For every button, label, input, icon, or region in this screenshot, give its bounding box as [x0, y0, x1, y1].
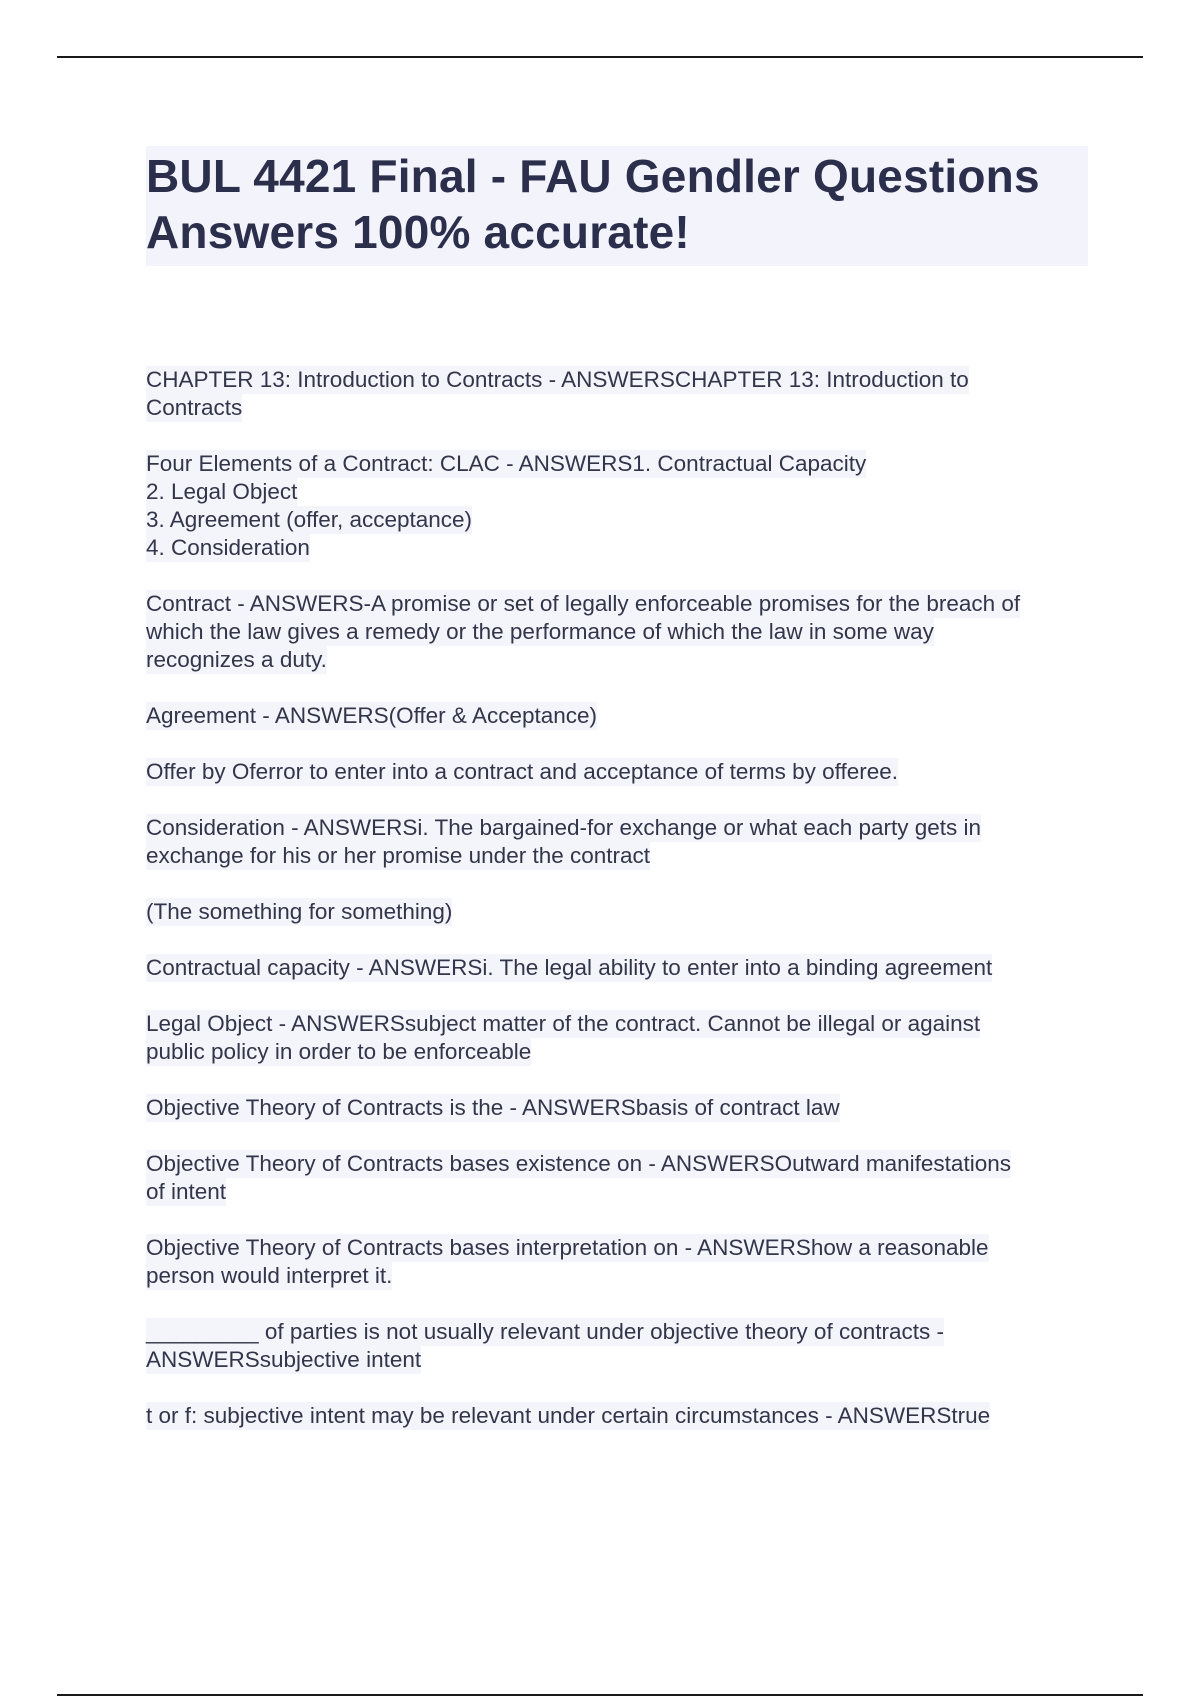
qa-entry — [146, 1234, 1096, 1290]
qa-line: t or f: subjective intent may be relevant under certain circumstances - ANSWERStrue — [146, 1403, 991, 1428]
qa-line: 2. Legal Object — [146, 479, 298, 504]
qa-line: exchange for his or her promise under the contract — [146, 843, 651, 868]
qa-entry — [146, 954, 1096, 982]
qa-entry — [146, 1010, 1096, 1066]
qa-line: Four Elements of a Contract: CLAC - ANSWERS1. Contractual Capacity — [146, 451, 867, 476]
qa-entry — [146, 814, 1096, 870]
qa-entry — [146, 702, 1096, 730]
qa-line: Objective Theory of Contracts bases existence on - ANSWERSOutward manifestations — [146, 1151, 1011, 1176]
top-divider — [57, 56, 1143, 58]
page-title-line: BUL 4421 Final - FAU Gendler Questions — [146, 150, 1040, 202]
qa-line: recognizes a duty. — [146, 647, 327, 672]
qa-line: Objective Theory of Contracts is the - ANSWERSbasis of contract law — [146, 1095, 840, 1120]
qa-entry — [146, 1094, 1096, 1122]
qa-line: person would interpret it. — [146, 1263, 393, 1288]
qa-entry — [146, 590, 1096, 674]
qa-line: public policy in order to be enforceable — [146, 1039, 532, 1064]
qa-line: of intent — [146, 1179, 227, 1204]
qa-line: Contractual capacity - ANSWERSi. The legal ability to enter into a binding agreement — [146, 955, 993, 980]
qa-entry — [146, 1318, 1096, 1374]
qa-line: 4. Consideration — [146, 535, 310, 560]
bottom-divider — [57, 1694, 1143, 1696]
qa-entry — [146, 758, 1096, 786]
qa-list — [146, 366, 1096, 1458]
qa-line: Contract - ANSWERS-A promise or set of legally enforceable promises for the breach of — [146, 591, 1021, 616]
qa-line: CHAPTER 13: Introduction to Contracts - ANSWERSCHAPTER 13: Introduction to — [146, 367, 969, 392]
qa-entry — [146, 1150, 1096, 1206]
qa-line: Consideration - ANSWERSi. The bargained-for exchange or what each party gets in — [146, 815, 982, 840]
qa-line: Objective Theory of Contracts bases interpretation on - ANSWERShow a reasonable — [146, 1235, 989, 1260]
qa-entry — [146, 1402, 1096, 1430]
qa-line: Agreement - ANSWERS(Offer & Acceptance) — [146, 703, 598, 728]
qa-entry — [146, 898, 1096, 926]
qa-line: _________ of parties is not usually relevant under objective theory of contracts - — [146, 1319, 944, 1344]
qa-line: ANSWERSsubjective intent — [146, 1347, 422, 1372]
qa-line: (The something for something) — [146, 899, 453, 924]
qa-line: 3. Agreement (offer, acceptance) — [146, 507, 473, 532]
qa-entry — [146, 450, 1096, 562]
qa-line: Offer by Oferror to enter into a contract and acceptance of terms by offeree. — [146, 759, 899, 784]
page-title-line: Answers 100% accurate! — [146, 206, 690, 258]
qa-line: Legal Object - ANSWERSsubject matter of the contract. Cannot be illegal or against — [146, 1011, 981, 1036]
qa-line: Contracts — [146, 395, 243, 420]
qa-entry — [146, 366, 1096, 422]
page-title — [146, 146, 1088, 266]
qa-line: which the law gives a remedy or the performance of which the law in some way — [146, 619, 934, 644]
